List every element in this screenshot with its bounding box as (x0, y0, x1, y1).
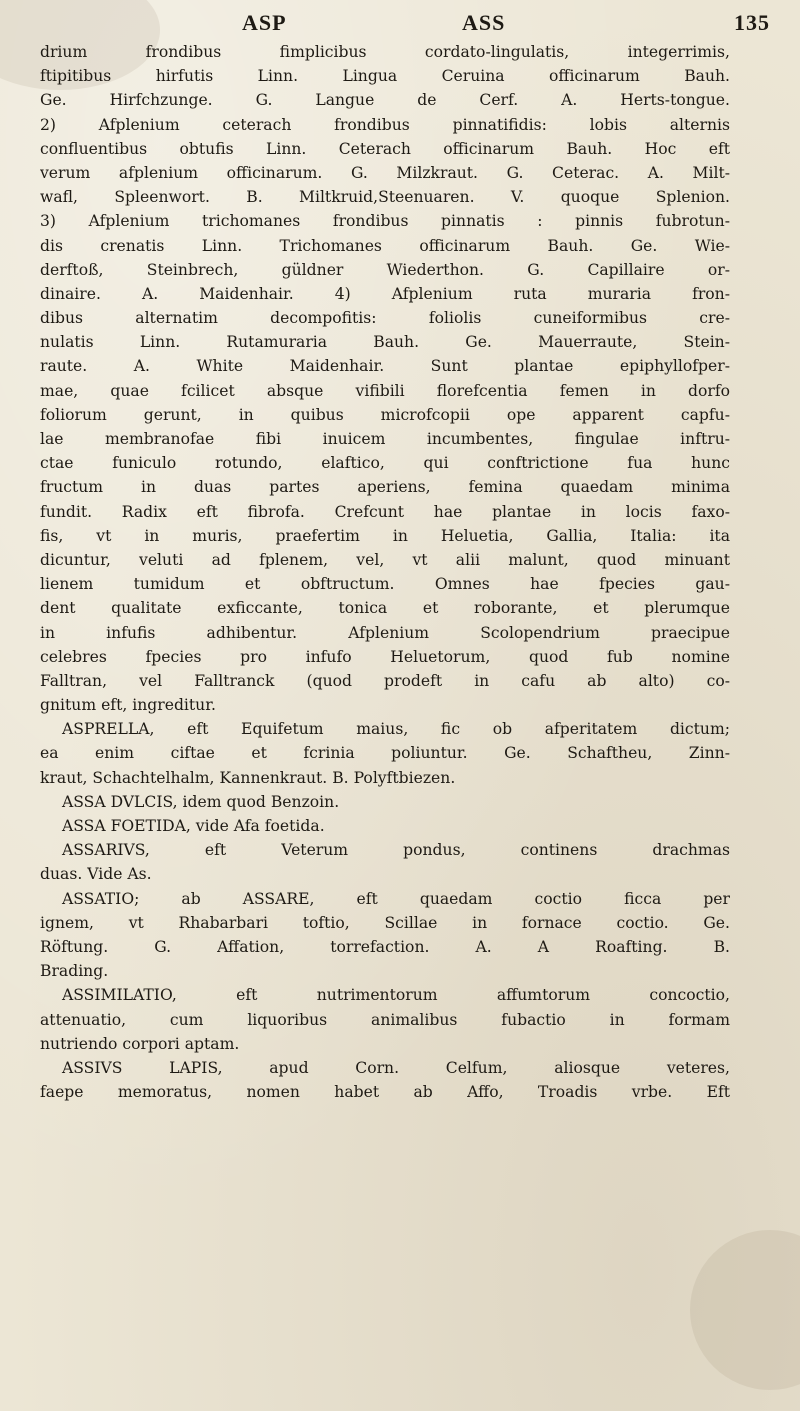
text-line: in infufis adhibentur. Afplenium Scolopendrium praecipue (40, 623, 730, 642)
text-line: celebres fpecies pro infufo Heluetorum, quod fub nomine (40, 647, 730, 666)
entry-assius-lapis: ASSIVS LAPIS, apud Corn. Celfum, aliosque veteres, (62, 1058, 730, 1077)
entry-assa-dulcis: ASSA DVLCIS, idem quod Benzoin. (62, 792, 340, 811)
text-line: dinaire. A. Maidenhair. 4) Afplenium ruta muraria fron- (40, 284, 730, 303)
entry-assatio: ASSATIO; ab ASSARE, eft quaedam coctio ficca per (62, 889, 730, 908)
text-line: fundit. Radix eft fibrofa. Crefcunt hae plantae in locis faxo- (40, 502, 730, 521)
text-line: dent qualitate exficcante, tonica et roborante, et plerumque (40, 599, 730, 618)
text-line: 2) Afplenium ceterach frondibus pinnatifidis: lobis alternis (40, 115, 730, 134)
text-line: nutriendo corpori aptam. (40, 1034, 240, 1053)
text-line: mae, quae fcilicet absque vifibili florefcentia femen in dorfo (40, 381, 730, 400)
text-line: Ge. Hirfchzunge. G. Langue de Cerf. A. Herts-tongue. (40, 91, 730, 110)
text-line: ea enim ciftae et fcrinia poliuntur. Ge. Schaftheu, Zinn- (40, 744, 730, 763)
paper-stain (690, 1230, 800, 1390)
entry-assa-foetida: ASSA FOETIDA, vide Afa foetida. (62, 817, 325, 835)
text-line: fis, vt in muris, praefertim in Heluetia, Gallia, Italia: ita (40, 526, 730, 545)
text-line: gnitum eft, ingreditur. (40, 696, 216, 715)
text-line: lienem tumidum et obftructum. Omnes hae fpecies gau- (40, 575, 730, 594)
text-line: nulatis Linn. Rutamuraria Bauh. Ge. Mauerraute, Stein- (40, 333, 730, 352)
text-line: derftoß, Steinbrech, güldner Wiederthon. G. Capillaire or- (40, 260, 730, 279)
text-line: Röftung. G. Affation, torrefaction. A. A Roafting. B. (40, 937, 730, 956)
text-line: raute. A. White Maidenhair. Sunt plantae epiphyllofper- (40, 357, 730, 376)
page-number: 135 (734, 10, 770, 35)
text-line: ignem, vt Rhabarbari toftio, Scillae in fornace coctio. Ge. (40, 913, 730, 932)
text-line: wafl, Spleenwort. B. Miltkruid,Steenuaren. V. quoque Splenion. (40, 188, 730, 207)
entry-assimilatio: ASSIMILATIO, eft nutrimentorum affumtorum concoctio, (62, 986, 730, 1005)
entry-assarius: ASSARIVS, eft Veterum pondus, continens drachmas (62, 841, 730, 860)
headword-right: ASS (462, 10, 506, 35)
text-line: verum afplenium officinarum. G. Milzkraut. G. Ceterac. A. Milt- (40, 163, 730, 182)
text-line: kraut, Schachtelhalm, Kannenkraut. B. Polyftbiezen. (40, 768, 456, 787)
running-header (230, 4, 770, 40)
text-line: dicuntur, veluti ad fplenem, vel, vt alii malunt, quod minuant (40, 550, 730, 569)
text-line: dis crenatis Linn. Trichomanes officinarum Bauh. Ge. Wie- (40, 236, 730, 255)
text-line: fructum in duas partes aperiens, femina quaedam minima (40, 478, 730, 497)
text-line: duas. Vide As. (40, 865, 152, 884)
entry-asprella: ASPRELLA, eft Equifetum maius, fic ob afperitatem dictum; (62, 720, 730, 739)
text-line: ctae funiculo rotundo, elaftico, qui conftrictione fua hunc (40, 454, 730, 473)
dictionary-text (40, 40, 730, 1104)
headword-left: ASP (242, 10, 287, 35)
text-line: 3) Afplenium trichomanes frondibus pinnatis : pinnis fubrotun- (40, 212, 730, 231)
text-line: Falltran, vel Falltranck (quod prodeft in cafu ab alto) co- (40, 671, 730, 690)
text-line: ftipitibus hirfutis Linn. Lingua Ceruina officinarum Bauh. (40, 67, 730, 86)
text-line: foliorum gerunt, in quibus microfcopii ope apparent capfu- (40, 405, 730, 424)
text-line: attenuatio, cum liquoribus animalibus fubactio in formam (40, 1010, 730, 1029)
text-line: dibus alternatim decompofitis: foliolis cuneiformibus cre- (40, 309, 730, 328)
text-line: drium frondibus fimplicibus cordato-lingulatis, integerrimis, (40, 43, 730, 61)
text-line: faepe memoratus, nomen habet ab Affo, Troadis vrbe. Eft (40, 1083, 730, 1102)
text-line: confluentibus obtufis Linn. Ceterach officinarum Bauh. Hoc eft (40, 139, 730, 158)
text-line: Brading. (40, 962, 109, 981)
text-line: lae membranofae fibi inuicem incumbentes, fingulae inftru- (40, 430, 730, 448)
